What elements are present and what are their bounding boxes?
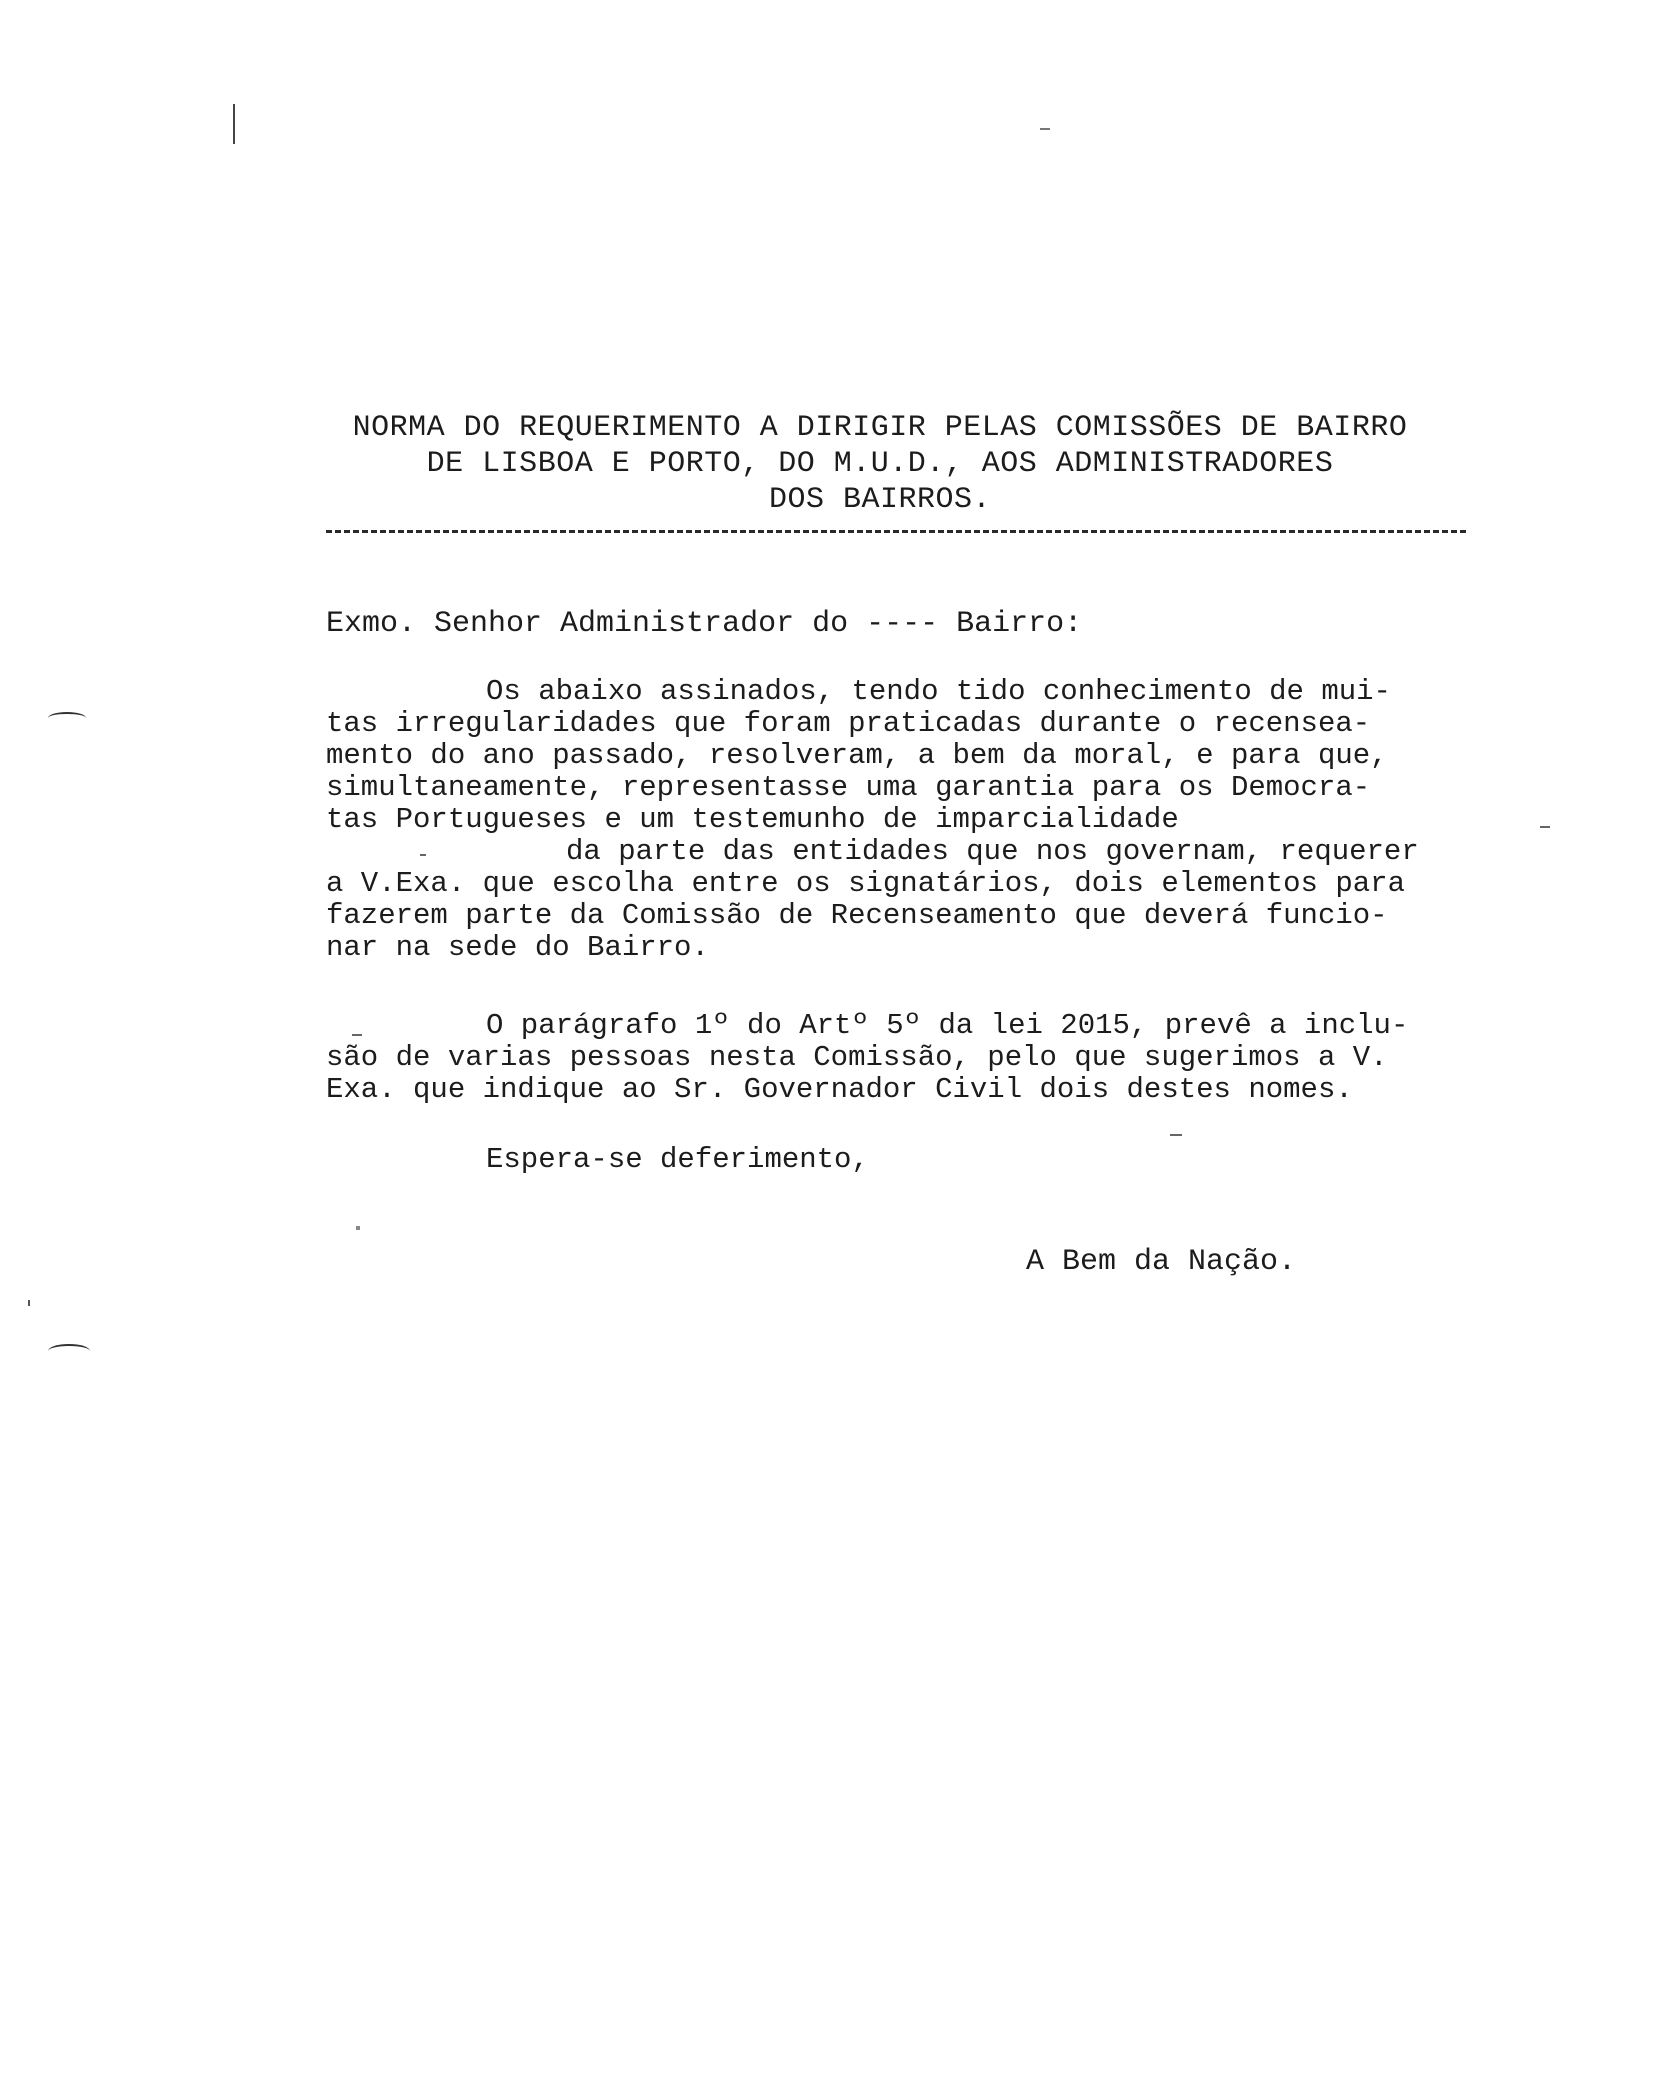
paragraph-line: tas irregularidades que foram praticadas durante o recensea- — [326, 707, 1371, 740]
paragraph-line: são de varias pessoas nesta Comissão, pelo que sugerimos a V. — [326, 1041, 1388, 1074]
paragraph-line: Os abaixo assinados, tendo tido conhecimento de mui- — [486, 675, 1391, 708]
paragraph-line: fazerem parte da Comissão de Recenseamento que deverá funcio- — [326, 899, 1388, 932]
paragraph-line: tas Portugueses e um testemunho de imparcialidade — [326, 803, 1179, 836]
paragraph-line: mento do ano passado, resolveram, a bem da moral, e para que, — [326, 739, 1388, 772]
scan-speck — [1540, 826, 1550, 828]
paragraph-line: O parágrafo 1º do Artº 5º da lei 2015, prevê a inclu- — [486, 1009, 1409, 1042]
scan-speck — [352, 1034, 362, 1036]
scan-speck — [420, 854, 426, 856]
paragraph-line: Exa. que indique ao Sr. Governador Civil dois destes nomes. — [326, 1073, 1353, 1106]
scan-speck — [356, 1226, 360, 1230]
dashed-divider — [326, 530, 1466, 533]
heading-line-1: NORMA DO REQUERIMENTO A DIRIGIR PELAS COMISSÕES DE BAIRRO — [352, 411, 1408, 445]
scan-speck — [48, 712, 86, 724]
heading-line-3: DOS BAIRROS. — [768, 483, 992, 517]
paragraph-line: simultaneamente, representasse uma garantia para os Democra- — [326, 771, 1371, 804]
signature-line: A Bem da Nação. — [1026, 1245, 1297, 1279]
document-heading — [280, 410, 1480, 518]
paragraph-2 — [326, 1010, 1576, 1106]
scan-speck — [48, 1344, 90, 1358]
scan-speck — [1040, 128, 1050, 130]
scan-speck — [233, 104, 235, 144]
heading-line-2: DE LISBOA E PORTO, DO M.U.D., AOS ADMINISTRADORES — [426, 447, 1334, 481]
paragraph-line: nar na sede do Bairro. — [326, 931, 709, 964]
salutation: Exmo. Senhor Administrador do ---- Bairro: — [326, 607, 1083, 641]
paragraph-1 — [326, 676, 1576, 964]
paragraph-line: a V.Exa. que escolha entre os signatários, dois elementos para — [326, 867, 1405, 900]
closing-line: Espera-se deferimento, — [486, 1143, 869, 1176]
scan-speck — [28, 1300, 30, 1306]
scan-speck — [1170, 1134, 1182, 1136]
paragraph-line: da parte das entidades que nos governam, requerer — [566, 835, 1419, 868]
